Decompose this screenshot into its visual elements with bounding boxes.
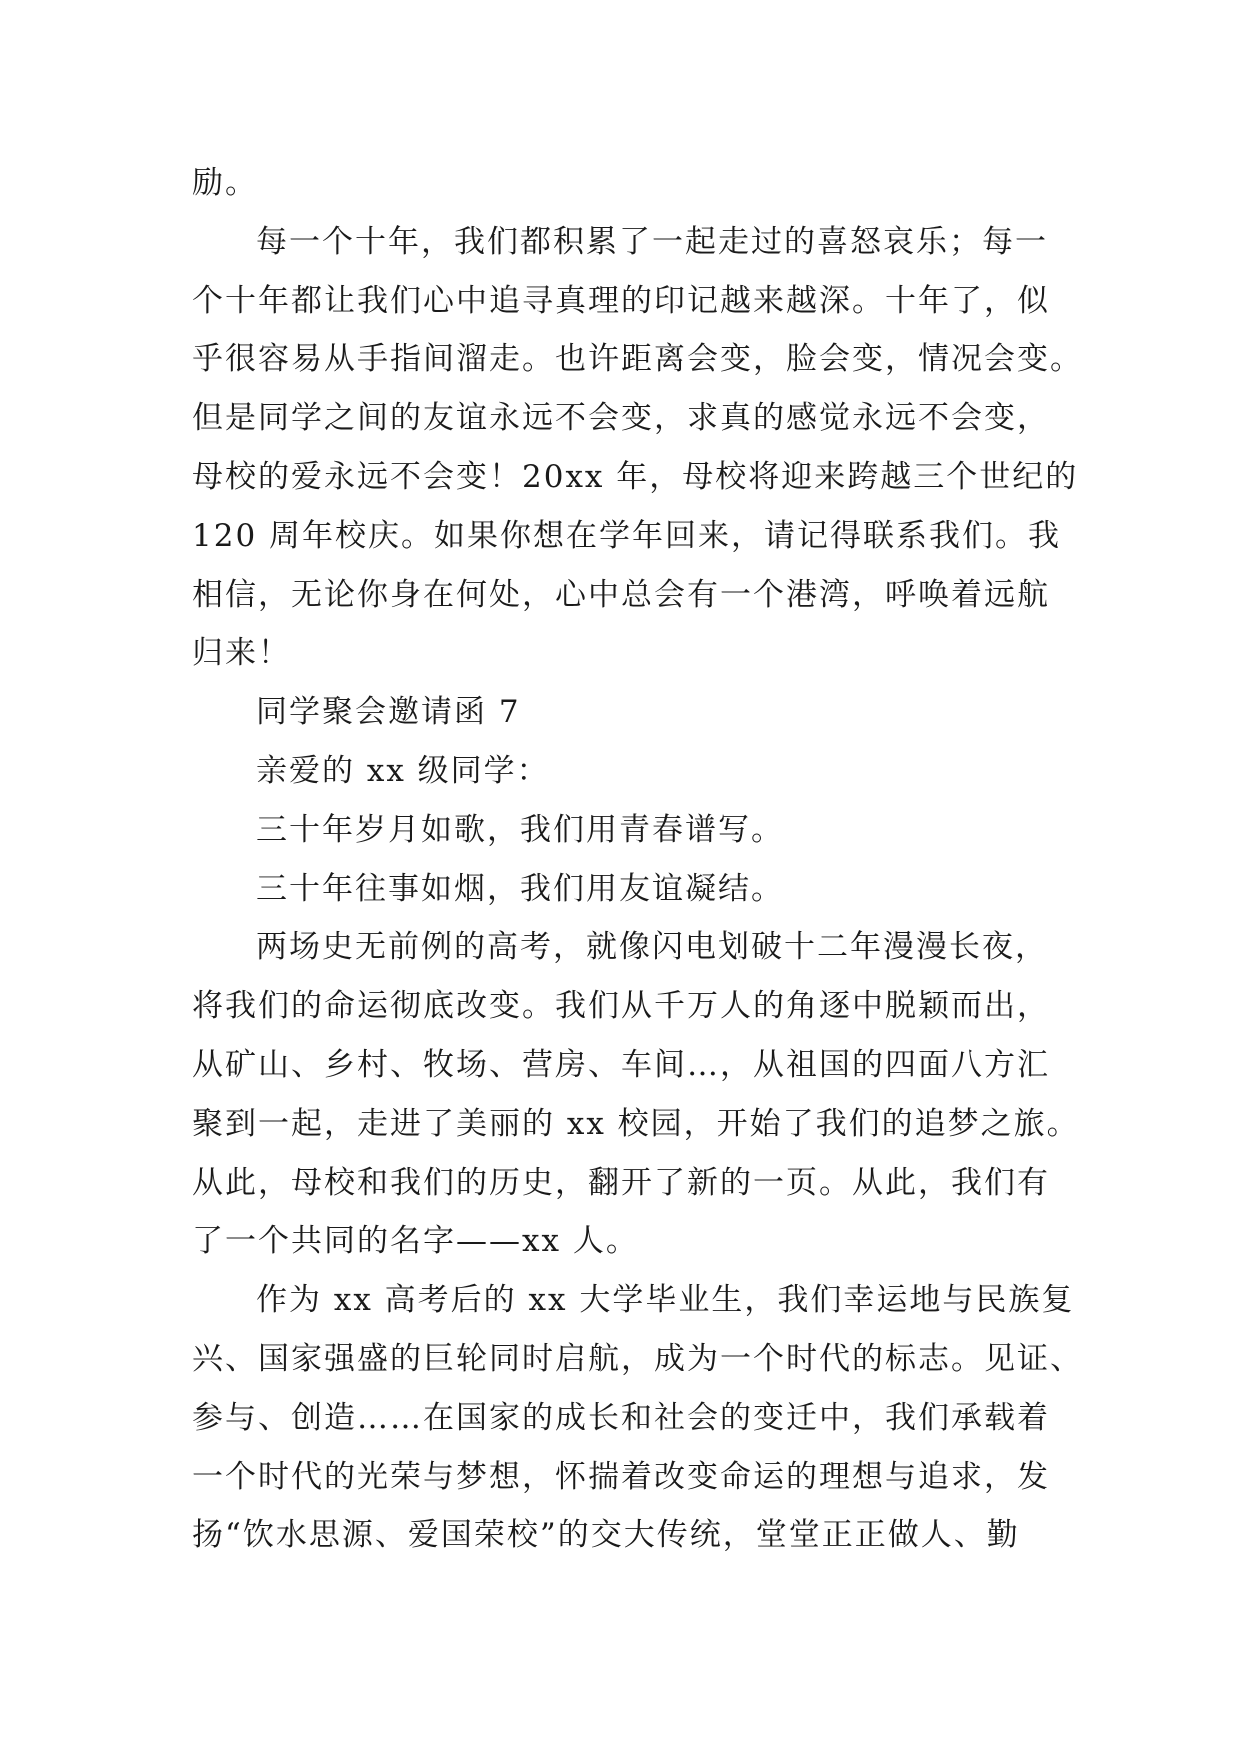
text-line: 励。 — [192, 165, 258, 201]
text-line: 了一个共同的名字——xx 人。 — [192, 1223, 639, 1259]
section-heading: 同学聚会邀请函 7 — [256, 694, 521, 730]
salutation: 亲爱的 xx 级同学： — [256, 753, 550, 789]
text-line: 母校的爱永远不会变！20xx 年，母校将迎来跨越三个世纪的 — [192, 459, 1079, 495]
text-line: 聚到一起，走进了美丽的 xx 校园，开始了我们的追梦之旅。 — [192, 1106, 1080, 1142]
text-line: 从矿山、乡村、牧场、营房、车间…，从祖国的四面八方汇 — [192, 1047, 1050, 1083]
text-line: 三十年往事如烟，我们用友谊凝结。 — [256, 871, 784, 907]
text-line: 乎很容易从手指间溜走。也许距离会变，脸会变，情况会变。 — [192, 341, 1083, 377]
text-line: 作为 xx 高考后的 xx 大学毕业生，我们幸运地与民族复 — [256, 1282, 1075, 1318]
text-line: 三十年岁月如歌，我们用青春谱写。 — [256, 812, 784, 848]
text-line: 120 周年校庆。如果你想在学年回来，请记得联系我们。我 — [192, 518, 1062, 554]
text-line: 从此，母校和我们的历史，翻开了新的一页。从此，我们有 — [192, 1165, 1050, 1201]
text-line: 个十年都让我们心中追寻真理的印记越来越深。十年了，似 — [192, 283, 1050, 319]
text-line: 兴、国家强盛的巨轮同时启航，成为一个时代的标志。见证、 — [192, 1341, 1083, 1377]
text-line: 扬“饮水思源、爱国荣校”的交大传统，堂堂正正做人、勤 — [192, 1517, 1020, 1553]
text-line: 相信，无论你身在何处，心中总会有一个港湾，呼唤着远航 — [192, 577, 1050, 613]
text-line: 一个时代的光荣与梦想，怀揣着改变命运的理想与追求，发 — [192, 1459, 1050, 1495]
text-line: 但是同学之间的友谊永远不会变，求真的感觉永远不会变， — [192, 400, 1050, 436]
text-line: 每一个十年，我们都积累了一起走过的喜怒哀乐；每一 — [256, 224, 1048, 260]
text-line: 两场史无前例的高考，就像闪电划破十二年漫漫长夜， — [256, 929, 1048, 965]
text-line: 归来！ — [192, 635, 291, 671]
text-line: 参与、创造……在国家的成长和社会的变迁中，我们承载着 — [192, 1400, 1050, 1436]
text-line: 将我们的命运彻底改变。我们从千万人的角逐中脱颖而出， — [192, 988, 1050, 1024]
